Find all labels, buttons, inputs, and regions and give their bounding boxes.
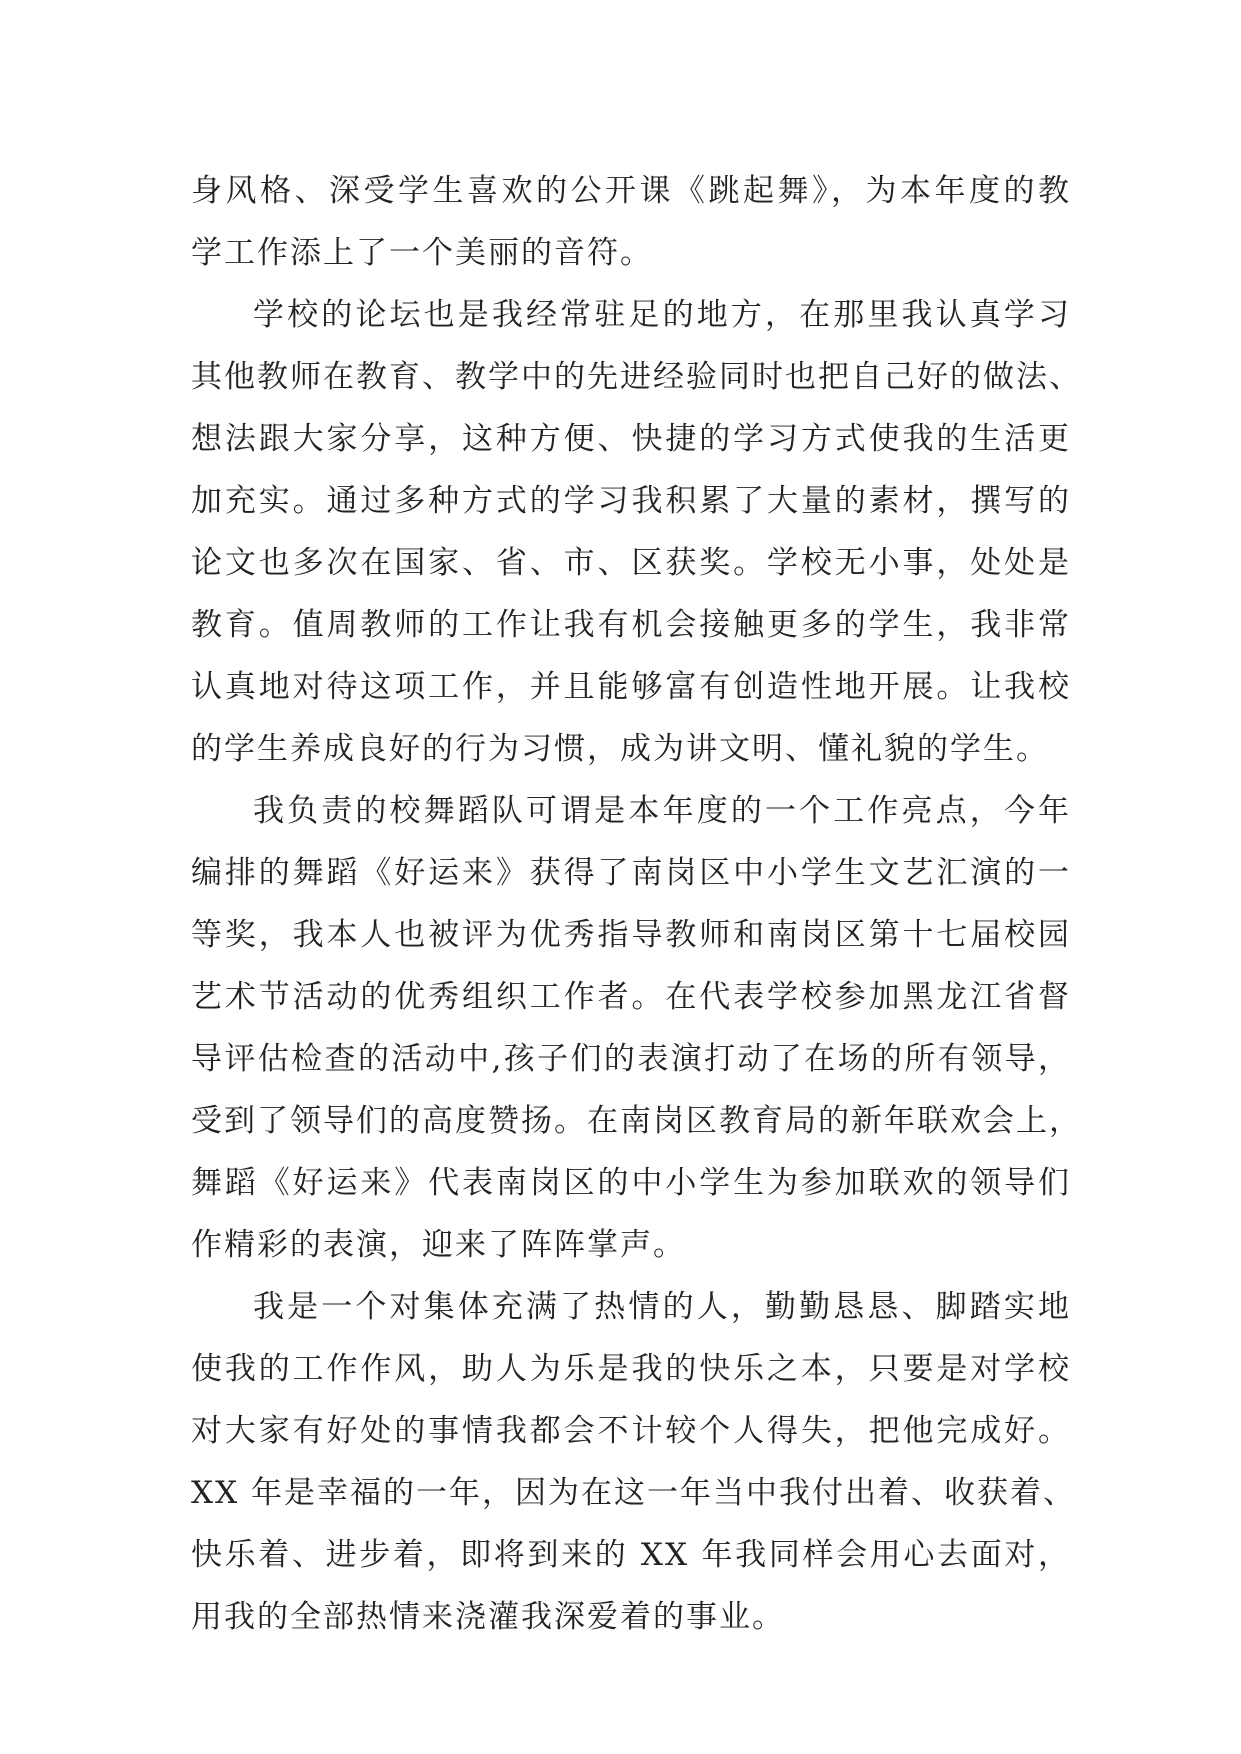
document-body	[191, 160, 1082, 1648]
text-line: 教育。值周教师的工作让我有机会接触更多的学生，我非常	[191, 607, 1071, 643]
text-line: 舞蹈《好运来》代表南岗区的中小学生为参加联欢的领导们	[191, 1165, 1071, 1201]
text-line: 使我的工作作风，助人为乐是我的快乐之本，只要是对学校	[191, 1351, 1071, 1387]
text-line: 的学生养成良好的行为习惯，成为讲文明、懂礼貌的学生。	[191, 731, 1049, 767]
text-line: 作精彩的表演，迎来了阵阵掌声。	[191, 1227, 686, 1263]
text-line: 用我的全部热情来浇灌我深爱着的事业。	[191, 1599, 785, 1635]
paragraph	[191, 780, 1082, 1276]
text-line: XX 年是幸福的一年，因为在这一年当中我付出着、收获着、	[191, 1475, 1076, 1511]
text-line: 受到了领导们的高度赞扬。在南岗区教育局的新年联欢会上，	[191, 1103, 1082, 1139]
text-line: 加充实。通过多种方式的学习我积累了大量的素材，撰写的	[191, 483, 1071, 519]
paragraph	[191, 1276, 1076, 1648]
text-line: 我负责的校舞蹈队可谓是本年度的一个工作亮点，今年	[253, 793, 1071, 829]
text-line: 认真地对待这项工作，并且能够富有创造性地开展。让我校	[191, 669, 1071, 705]
text-line: 想法跟大家分享，这种方便、快捷的学习方式使我的生活更	[191, 421, 1071, 457]
text-line: 导评估检查的活动中,孩子们的表演打动了在场的所有领导，	[191, 1041, 1071, 1077]
paragraph	[191, 160, 1071, 284]
text-line: 论文也多次在国家、省、市、区获奖。学校无小事，处处是	[191, 545, 1071, 581]
text-line: 学校的论坛也是我经常驻足的地方，在那里我认真学习	[253, 297, 1071, 333]
text-line: 学工作添上了一个美丽的音符。	[191, 235, 653, 271]
paragraph	[191, 284, 1082, 780]
text-line: 我是一个对集体充满了热情的人，勤勤恳恳、脚踏实地	[253, 1289, 1071, 1325]
text-line: 身风格、深受学生喜欢的公开课《跳起舞》，为本年度的教	[191, 173, 1071, 209]
text-line: 其他教师在教育、教学中的先进经验同时也把自己好的做法、	[191, 359, 1082, 395]
text-line: 编排的舞蹈《好运来》获得了南岗区中小学生文艺汇演的一	[191, 855, 1071, 891]
text-line: 等奖，我本人也被评为优秀指导教师和南岗区第十七届校园	[191, 917, 1071, 953]
text-line: 快乐着、进步着，即将到来的 XX 年我同样会用心去面对，	[191, 1537, 1071, 1573]
text-line: 对大家有好处的事情我都会不计较个人得失，把他完成好。	[191, 1413, 1071, 1449]
text-line: 艺术节活动的优秀组织工作者。在代表学校参加黑龙江省督	[191, 979, 1071, 1015]
